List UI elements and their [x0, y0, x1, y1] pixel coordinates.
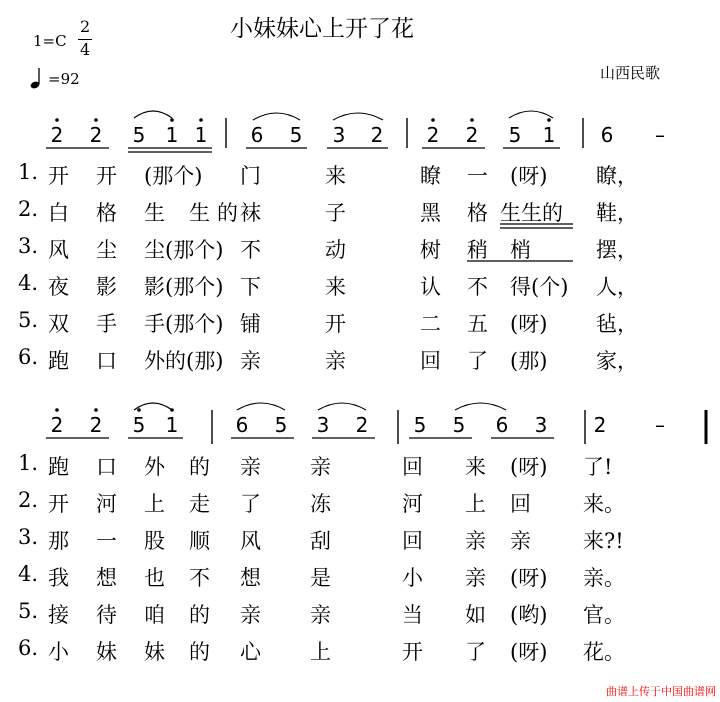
lyric-syllable: 瞭: [420, 164, 441, 188]
verse-number: 2.: [18, 488, 39, 512]
lyric-syllable: 来: [465, 455, 486, 479]
lyric-syllable: 外: [144, 455, 165, 479]
lyric-syllable: 上: [310, 640, 331, 664]
note: –: [655, 413, 665, 437]
lyric-syllable: 一: [96, 529, 117, 553]
lyric-syllable: 格: [467, 201, 488, 225]
note: 2: [355, 413, 369, 437]
slur: [134, 111, 172, 118]
octave-dot: [199, 118, 203, 122]
note: 1: [542, 123, 556, 147]
note: 1: [194, 123, 208, 147]
lyric-syllable: 咱: [144, 603, 165, 627]
lyric-syllable: 手(那个): [144, 312, 224, 336]
lyric-syllable: 想: [240, 566, 261, 590]
lyric-syllable: 梢: [510, 238, 531, 262]
lyric-syllable: 二: [420, 312, 441, 336]
lyric-syllable: 心: [240, 640, 261, 664]
lyric-syllable: 我: [48, 566, 69, 590]
lyric-syllable: 影: [96, 275, 117, 299]
lyric-syllable: 来?!: [583, 529, 624, 553]
meter-numerator: 2: [80, 17, 91, 36]
lyric-syllable: 亲: [465, 529, 486, 553]
lyric-syllable: 毡，: [596, 312, 638, 336]
lyric-syllable: 认: [420, 275, 441, 299]
note: 5: [413, 413, 427, 437]
verse-number: 5.: [18, 599, 39, 623]
octave-dot: [55, 408, 59, 412]
lyric-syllable: 回: [402, 455, 423, 479]
lyric-syllable: 鞋，: [596, 201, 638, 225]
note: 2: [426, 123, 440, 147]
lyric-syllable: 口: [96, 455, 117, 479]
lyric-syllable: (那个): [144, 164, 203, 188]
lyric-syllable: 亲: [325, 349, 346, 373]
octave-dot: [137, 408, 141, 412]
lyric-syllable: 了: [467, 349, 488, 373]
lyric-syllable: 袜: [240, 201, 261, 225]
footer-credit: 曲谱上传于中国曲谱网: [606, 685, 716, 698]
lyric-syllable: 夜: [48, 275, 69, 299]
lyric-syllable: 格: [96, 201, 117, 225]
lyric-syllable: (呀): [510, 164, 548, 188]
lyric-syllable: 子: [325, 201, 346, 225]
lyric-syllable: 五: [467, 312, 488, 336]
note: 2: [593, 413, 607, 437]
lyric-syllable: 的: [189, 640, 210, 664]
lyric-syllable: 开: [48, 164, 69, 188]
slur: [509, 111, 553, 118]
verse-number: 3.: [18, 234, 39, 258]
note: 6: [235, 413, 249, 437]
lyric-syllable: 亲: [510, 529, 531, 553]
lyric-syllable: 开: [402, 640, 423, 664]
lyric-syllable: 口: [96, 349, 117, 373]
page-title: 小妹妹心上开了花: [230, 16, 414, 42]
octave-dot: [431, 118, 435, 122]
note: 2: [465, 123, 479, 147]
lyric-syllable: 了: [465, 640, 486, 664]
lyric-syllable: 了!: [583, 455, 613, 479]
note: 5: [289, 123, 303, 147]
note: 3: [534, 413, 548, 437]
lyric-syllable: 尘: [96, 238, 117, 262]
lyric-syllable: 亲: [310, 603, 331, 627]
lyric-syllable: 树: [420, 238, 441, 262]
note: 6: [600, 123, 614, 147]
verse-number: 2.: [18, 197, 39, 221]
lyric-syllable: 官。: [583, 603, 625, 627]
lyric-syllable: 手: [96, 312, 117, 336]
note: –: [655, 123, 665, 147]
note: 5: [274, 413, 288, 437]
slur: [253, 113, 300, 120]
octave-dot: [547, 118, 551, 122]
lyric-syllable: 生: [144, 201, 165, 225]
key-signature: 1=C: [33, 32, 67, 50]
meter-denominator: 4: [80, 40, 91, 59]
note: 2: [370, 123, 384, 147]
lyric-syllable: 下: [240, 275, 261, 299]
lyric-syllable: 的: [189, 603, 210, 627]
lyric-syllable: 亲: [465, 566, 486, 590]
octave-dot: [55, 118, 59, 122]
lyric-syllable: 来: [325, 164, 346, 188]
lyric-syllable: 当: [402, 603, 423, 627]
lyric-syllable: 了: [240, 492, 261, 516]
note: 2: [89, 123, 103, 147]
verse-number: 1.: [18, 160, 39, 184]
note: 2: [89, 413, 103, 437]
lyric-syllable: 跑: [48, 455, 69, 479]
lyric-syllable: 外的(那): [144, 349, 224, 373]
tempo: =92: [48, 70, 80, 88]
verse-number: 6.: [18, 636, 39, 660]
lyric-syllable: 白: [48, 201, 69, 225]
lyric-syllable: 回: [402, 529, 423, 553]
lyric-syllable: 上: [465, 492, 486, 516]
lyric-syllable: 顺: [189, 529, 210, 553]
note: 6: [250, 123, 264, 147]
lyric-syllable: 生生的: [500, 201, 563, 225]
lyric-syllable: 双: [48, 312, 69, 336]
lyric-syllable: 那: [48, 529, 69, 553]
note: 5: [508, 123, 522, 147]
verse-number: 4.: [18, 562, 39, 586]
lyric-syllable: 开: [325, 312, 346, 336]
lyric-syllable: 是: [310, 566, 331, 590]
lyric-syllable: 回: [420, 349, 441, 373]
note: 5: [132, 123, 146, 147]
note: 5: [132, 413, 146, 437]
lyric-syllable: 黑: [420, 201, 441, 225]
lyric-syllable: (哟): [510, 603, 548, 627]
lyric-syllable: 生: [189, 201, 210, 225]
slur: [333, 113, 383, 120]
lyric-syllable: 跑: [48, 349, 69, 373]
lyric-syllable: 如: [465, 603, 486, 627]
lyric-syllable: 不: [467, 275, 488, 299]
lyric-syllable: 河: [96, 492, 117, 516]
lyric-syllable: 亲: [310, 455, 331, 479]
lyric-syllable: 得(个): [510, 275, 569, 299]
lyric-syllable: 小: [48, 640, 69, 664]
lyric-syllable: 刮: [310, 529, 331, 553]
lyric-syllable: 影(那个): [144, 275, 224, 299]
lyric-syllable: 动: [325, 238, 346, 262]
lyric-syllable: 铺: [240, 312, 261, 336]
slur: [455, 403, 506, 410]
lyric-syllable: 不: [240, 238, 261, 262]
note: 3: [316, 413, 330, 437]
verse-number: 1.: [18, 451, 39, 475]
verse-number: 5.: [18, 308, 39, 332]
lyric-syllable: 待: [96, 603, 117, 627]
lyric-syllable: 风: [240, 529, 261, 553]
lyric-syllable: 的: [189, 455, 210, 479]
lyric-syllable: 回: [510, 492, 531, 516]
lyric-syllable: 亲: [240, 455, 261, 479]
verse-number: 3.: [18, 525, 39, 549]
slur: [318, 403, 366, 410]
note: 6: [495, 413, 509, 437]
note: 1: [165, 123, 179, 147]
note: 5: [452, 413, 466, 437]
lyric-syllable: 不: [189, 566, 210, 590]
lyric-syllable: (呀): [510, 566, 548, 590]
lyric-syllable: 来: [325, 275, 346, 299]
lyric-syllable: (呀): [510, 312, 548, 336]
lyric-syllable: (呀): [510, 640, 548, 664]
lyric-syllable: 上: [144, 492, 165, 516]
lyric-syllable: 冻: [310, 492, 331, 516]
lyric-syllable: 亲: [240, 349, 261, 373]
octave-dot: [94, 408, 98, 412]
lyric-syllable: 妹: [144, 640, 165, 664]
lyric-syllable: (呀): [510, 455, 548, 479]
lyric-syllable: 门: [240, 164, 261, 188]
octave-dot: [94, 118, 98, 122]
slur: [237, 403, 285, 410]
lyric-syllable: 稍: [467, 238, 488, 262]
lyric-syllable: 开: [48, 492, 69, 516]
lyric-syllable: 摆，: [596, 238, 638, 262]
verse-number: 6.: [18, 345, 39, 369]
lyric-syllable: 一: [467, 164, 488, 188]
lyric-syllable: (那): [510, 349, 548, 373]
lyric-syllable: 家，: [596, 349, 638, 373]
verse-number: 4.: [18, 271, 39, 295]
song-origin: 山西民歌: [600, 64, 661, 82]
lyric-syllable: 花。: [583, 640, 625, 664]
lyric-syllable: 接: [48, 603, 69, 627]
note: 3: [332, 123, 346, 147]
lyric-syllable: 也: [144, 566, 165, 590]
note: 1: [165, 413, 179, 437]
lyric-syllable: 人，: [596, 275, 638, 299]
lyric-syllable: 瞭，: [596, 164, 638, 188]
lyric-syllable: 来。: [583, 492, 625, 516]
lyric-syllable: 亲: [240, 603, 261, 627]
note: 2: [50, 123, 64, 147]
lyric-syllable: 想: [96, 566, 117, 590]
lyric-syllable: 走: [189, 492, 210, 516]
lyric-syllable: 的: [217, 201, 238, 225]
octave-dot: [170, 118, 174, 122]
note: 2: [50, 413, 64, 437]
lyric-syllable: 小: [402, 566, 423, 590]
lyric-syllable: 河: [402, 492, 423, 516]
lyric-syllable: 风: [48, 238, 69, 262]
lyric-syllable: 股: [144, 529, 165, 553]
lyric-syllable: 妹: [96, 640, 117, 664]
lyric-syllable: 亲。: [583, 566, 625, 590]
lyric-syllable: 尘(那个): [144, 238, 224, 262]
octave-dot: [470, 118, 474, 122]
lyric-syllable: 开: [96, 164, 117, 188]
